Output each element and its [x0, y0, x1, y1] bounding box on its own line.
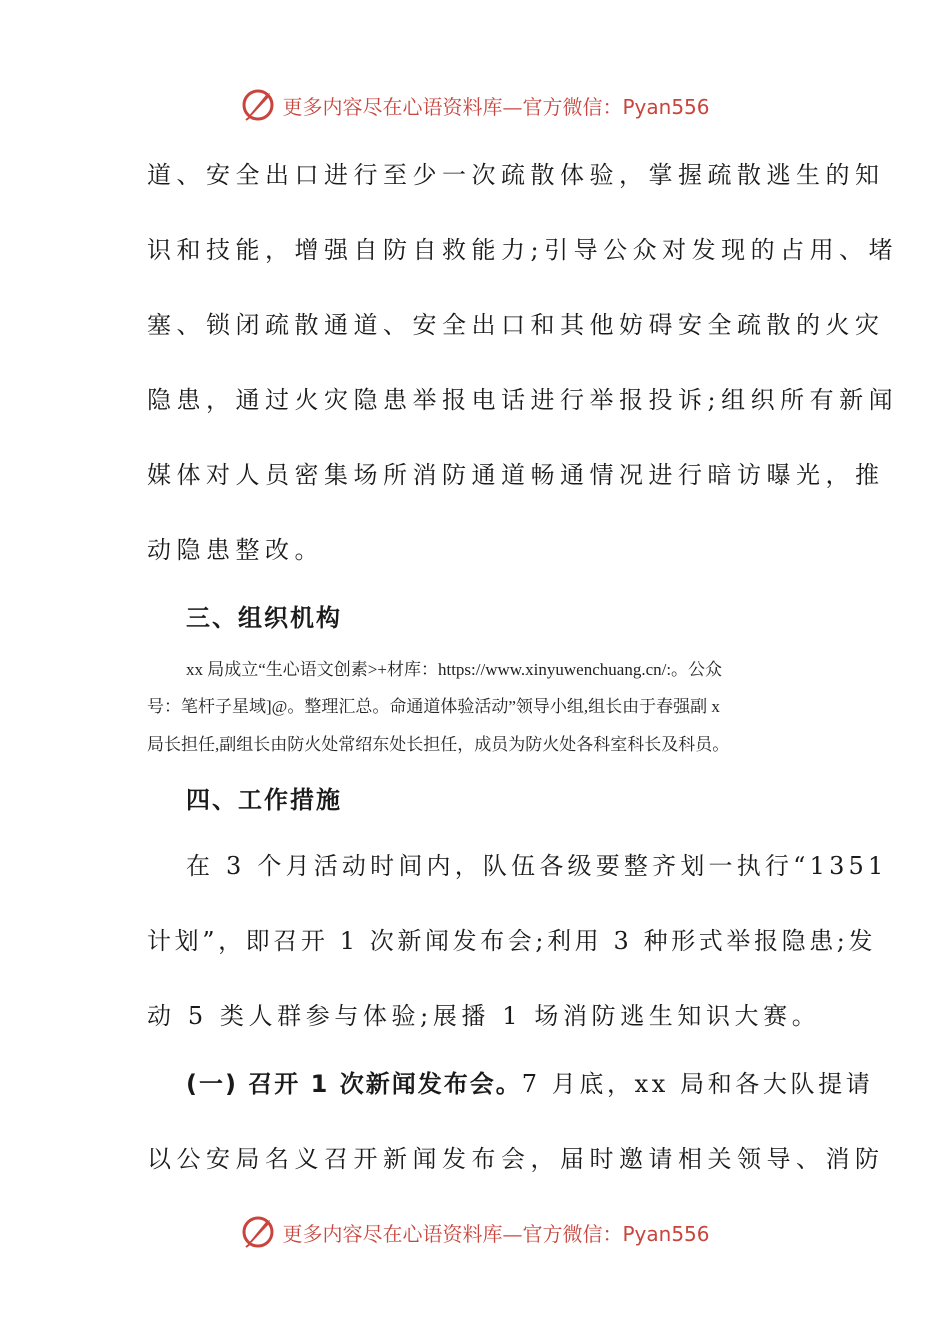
- body-line-p3: [186, 1064, 873, 1099]
- body-line: 在 3 个月活动时间内，队伍各级要整齐划一执行“1351: [186, 852, 888, 880]
- small-text-line: 号：笔杆子星域]@。整理汇总。命通道体验活动”领导小组,组长由于春强副 x: [147, 697, 720, 716]
- banner-text: [282, 1218, 709, 1247]
- body-line: 动隐患整改。: [147, 536, 324, 564]
- body-line: 隐患，通过火灾隐患举报电话进行举报投诉;组织所有新闻: [147, 386, 899, 414]
- subsection-title: (一) 召开 1 次新闻发布会。: [186, 1070, 522, 1098]
- banner-dash: —: [502, 1221, 523, 1246]
- banner-wechat-id: Pyan556: [622, 94, 710, 119]
- body-line: 计划”，即召开 1 次新闻发布会;利用 3 种形式举报隐患;发: [147, 927, 877, 955]
- body-line: 塞、锁闭疏散通道、安全出口和其他妨碍安全疏散的火灾: [147, 311, 885, 339]
- banner-dash: —: [502, 94, 523, 119]
- section-heading-4: 四、工作措施: [186, 786, 342, 814]
- banner-site-name: 更多内容尽在心语资料库: [282, 1221, 503, 1246]
- banner-site-name: 更多内容尽在心语资料库: [282, 94, 503, 119]
- banner-text: [282, 91, 709, 120]
- body-line: 媒体对人员密集场所消防通道畅通情况进行暗访曝光，推: [147, 461, 885, 489]
- banner-wechat-id: Pyan556: [622, 1221, 710, 1246]
- body-line: 识和技能，增强自防自救能力;引导公众对发现的占用、堵: [147, 236, 899, 264]
- section-heading-3: 三、组织机构: [186, 604, 342, 632]
- banner-wechat-label: 官方微信：: [522, 1221, 623, 1246]
- small-text-line: xx 局成立“生心语文创素>+材库：https://www.xinyuwenchuang.cn/:。公众: [186, 660, 723, 679]
- subsection-text: 7 月底，xx 局和各大队提请: [521, 1070, 874, 1098]
- header-banner: [0, 85, 950, 125]
- small-text-line: 局长担任,副组长由防火处常绍东处长担任，成员为防火处各科室科长及科员。: [147, 735, 730, 754]
- body-line: 动 5 类人群参与体验;展播 1 场消防逃生知识大赛。: [147, 1002, 821, 1030]
- body-line: 以公安局名义召开新闻发布会，届时邀请相关领导、消防: [147, 1145, 885, 1173]
- quill-logo-icon: [240, 1214, 276, 1250]
- quill-logo-icon: [240, 87, 276, 123]
- banner-wechat-label: 官方微信：: [522, 94, 623, 119]
- footer-banner: [0, 1212, 950, 1252]
- body-line: 道、安全出口进行至少一次疏散体验，掌握疏散逃生的知: [147, 161, 885, 189]
